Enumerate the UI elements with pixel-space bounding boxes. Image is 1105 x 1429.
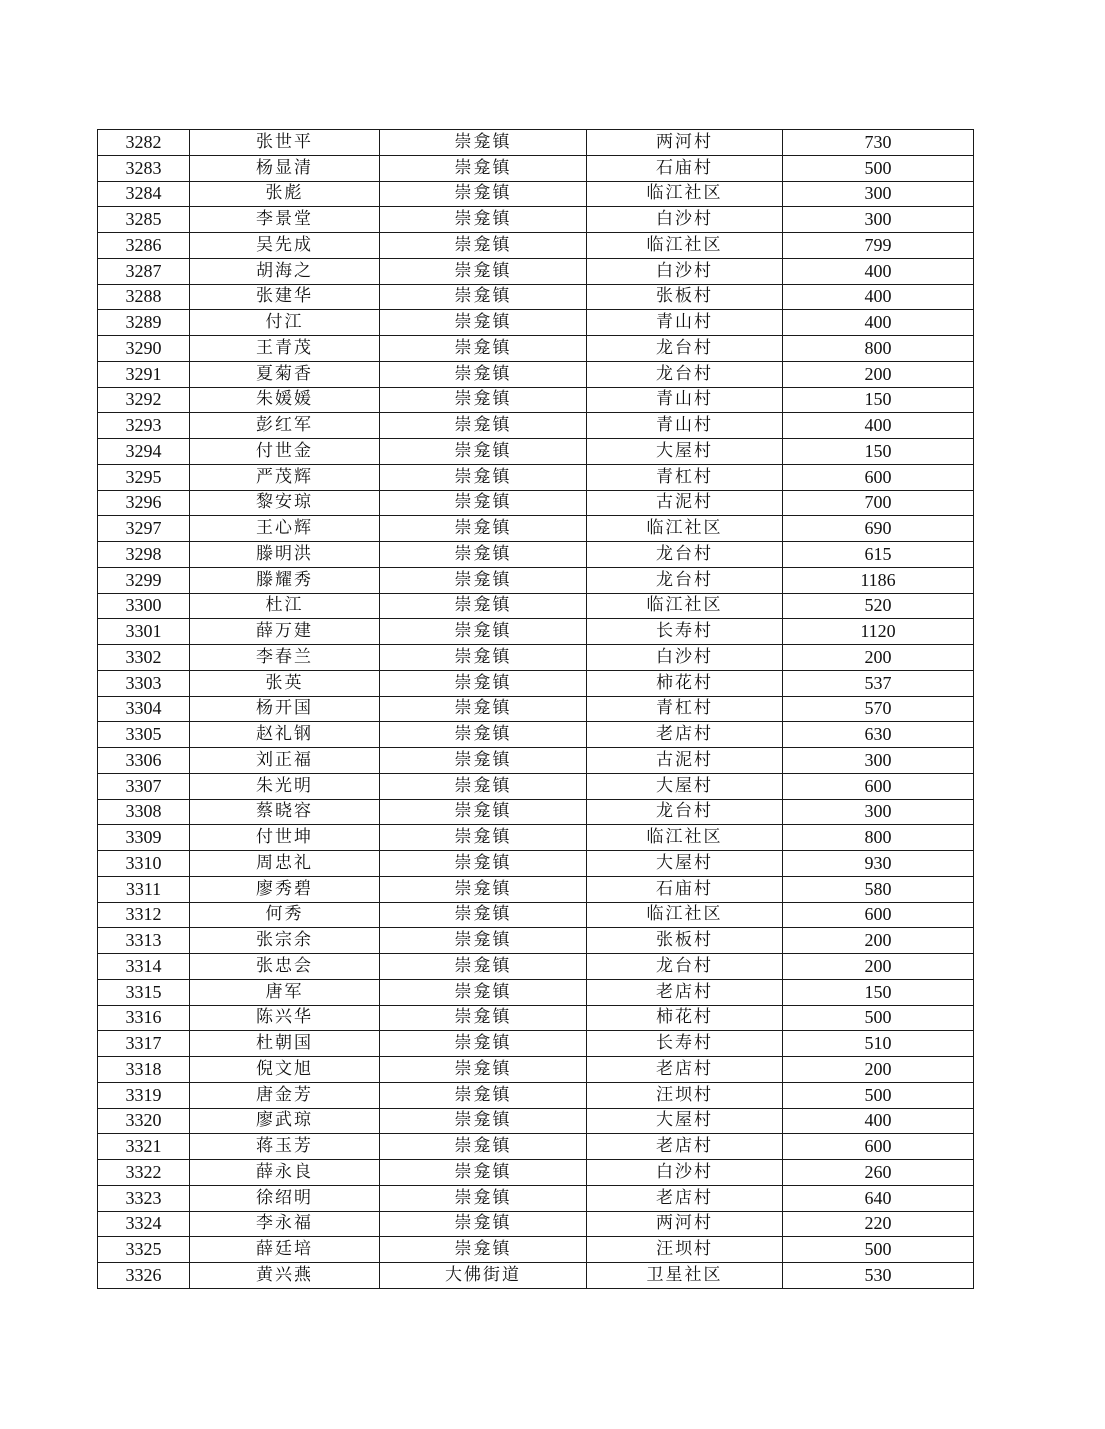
cell-town: 崇龛镇: [380, 1108, 587, 1134]
cell-serial-number: 3291: [98, 361, 190, 387]
table-row: [98, 876, 974, 902]
table-row: [98, 567, 974, 593]
table-row: [98, 619, 974, 645]
cell-amount: 500: [783, 1005, 974, 1031]
cell-person-name: 黄兴燕: [190, 1263, 380, 1289]
cell-village: 青杠村: [587, 696, 783, 722]
cell-town: 崇龛镇: [380, 645, 587, 671]
cell-town: 崇龛镇: [380, 979, 587, 1005]
table-row: [98, 799, 974, 825]
cell-village: 两河村: [587, 130, 783, 156]
cell-town: 崇龛镇: [380, 567, 587, 593]
cell-town: 崇龛镇: [380, 1057, 587, 1083]
cell-town: 崇龛镇: [380, 464, 587, 490]
table-row: [98, 1185, 974, 1211]
table-row: [98, 1057, 974, 1083]
cell-village: 临江社区: [587, 902, 783, 928]
cell-amount: 690: [783, 516, 974, 542]
cell-town: 崇龛镇: [380, 207, 587, 233]
cell-serial-number: 3321: [98, 1134, 190, 1160]
cell-town: 崇龛镇: [380, 542, 587, 568]
cell-village: 卫星社区: [587, 1263, 783, 1289]
cell-person-name: 夏菊香: [190, 361, 380, 387]
cell-person-name: 滕耀秀: [190, 567, 380, 593]
cell-village: 青山村: [587, 310, 783, 336]
table-row: [98, 542, 974, 568]
table-row: [98, 902, 974, 928]
cell-town: 崇龛镇: [380, 696, 587, 722]
cell-town: 崇龛镇: [380, 387, 587, 413]
cell-town: 崇龛镇: [380, 1237, 587, 1263]
cell-village: 老店村: [587, 1134, 783, 1160]
cell-person-name: 薛永良: [190, 1160, 380, 1186]
cell-person-name: 何秀: [190, 902, 380, 928]
table-row: [98, 1108, 974, 1134]
cell-person-name: 黎安琼: [190, 490, 380, 516]
table-row: [98, 464, 974, 490]
table-row: [98, 722, 974, 748]
cell-town: 崇龛镇: [380, 799, 587, 825]
cell-village: 张板村: [587, 928, 783, 954]
table-row: [98, 1134, 974, 1160]
cell-amount: 400: [783, 258, 974, 284]
cell-person-name: 付江: [190, 310, 380, 336]
cell-serial-number: 3297: [98, 516, 190, 542]
cell-person-name: 彭红军: [190, 413, 380, 439]
cell-amount: 200: [783, 954, 974, 980]
cell-amount: 500: [783, 1237, 974, 1263]
cell-serial-number: 3309: [98, 825, 190, 851]
cell-town: 崇龛镇: [380, 233, 587, 259]
cell-town: 崇龛镇: [380, 155, 587, 181]
cell-serial-number: 3312: [98, 902, 190, 928]
cell-person-name: 刘正福: [190, 748, 380, 774]
cell-person-name: 杜朝国: [190, 1031, 380, 1057]
cell-amount: 630: [783, 722, 974, 748]
cell-serial-number: 3299: [98, 567, 190, 593]
cell-village: 大屋村: [587, 1108, 783, 1134]
cell-person-name: 蒋玉芳: [190, 1134, 380, 1160]
cell-serial-number: 3325: [98, 1237, 190, 1263]
cell-serial-number: 3285: [98, 207, 190, 233]
cell-town: 崇龛镇: [380, 928, 587, 954]
cell-serial-number: 3326: [98, 1263, 190, 1289]
cell-amount: 600: [783, 773, 974, 799]
cell-village: 龙台村: [587, 361, 783, 387]
cell-town: 崇龛镇: [380, 670, 587, 696]
cell-amount: 200: [783, 1057, 974, 1083]
cell-town: 崇龛镇: [380, 722, 587, 748]
cell-amount: 537: [783, 670, 974, 696]
cell-serial-number: 3293: [98, 413, 190, 439]
cell-serial-number: 3296: [98, 490, 190, 516]
cell-serial-number: 3323: [98, 1185, 190, 1211]
cell-amount: 1186: [783, 567, 974, 593]
cell-town: 崇龛镇: [380, 130, 587, 156]
table-row: [98, 516, 974, 542]
table-row: [98, 1211, 974, 1237]
cell-town: 崇龛镇: [380, 902, 587, 928]
table-row: [98, 1082, 974, 1108]
table-row: [98, 954, 974, 980]
cell-village: 汪坝村: [587, 1237, 783, 1263]
cell-village: 临江社区: [587, 825, 783, 851]
table-row: [98, 1237, 974, 1263]
table-row: [98, 387, 974, 413]
cell-person-name: 王心辉: [190, 516, 380, 542]
cell-amount: 520: [783, 593, 974, 619]
cell-town: 大佛街道: [380, 1263, 587, 1289]
cell-town: 崇龛镇: [380, 181, 587, 207]
cell-serial-number: 3314: [98, 954, 190, 980]
cell-person-name: 李景堂: [190, 207, 380, 233]
cell-person-name: 王青茂: [190, 336, 380, 362]
cell-town: 崇龛镇: [380, 851, 587, 877]
cell-village: 临江社区: [587, 516, 783, 542]
data-table: [97, 129, 974, 1289]
cell-amount: 800: [783, 336, 974, 362]
cell-serial-number: 3283: [98, 155, 190, 181]
cell-village: 白沙村: [587, 258, 783, 284]
table-row: [98, 130, 974, 156]
cell-amount: 260: [783, 1160, 974, 1186]
cell-amount: 300: [783, 799, 974, 825]
cell-village: 两河村: [587, 1211, 783, 1237]
cell-village: 老店村: [587, 722, 783, 748]
cell-serial-number: 3322: [98, 1160, 190, 1186]
table-row: [98, 181, 974, 207]
cell-serial-number: 3300: [98, 593, 190, 619]
cell-person-name: 周忠礼: [190, 851, 380, 877]
cell-serial-number: 3294: [98, 439, 190, 465]
cell-town: 崇龛镇: [380, 1185, 587, 1211]
cell-amount: 200: [783, 361, 974, 387]
cell-village: 青杠村: [587, 464, 783, 490]
cell-amount: 615: [783, 542, 974, 568]
cell-town: 崇龛镇: [380, 748, 587, 774]
cell-village: 青山村: [587, 387, 783, 413]
cell-town: 崇龛镇: [380, 361, 587, 387]
cell-town: 崇龛镇: [380, 258, 587, 284]
cell-amount: 500: [783, 155, 974, 181]
cell-amount: 570: [783, 696, 974, 722]
cell-town: 崇龛镇: [380, 1134, 587, 1160]
cell-person-name: 张英: [190, 670, 380, 696]
table-row: [98, 233, 974, 259]
cell-town: 崇龛镇: [380, 619, 587, 645]
cell-serial-number: 3317: [98, 1031, 190, 1057]
table-row: [98, 310, 974, 336]
cell-person-name: 滕明洪: [190, 542, 380, 568]
table-row: [98, 361, 974, 387]
cell-person-name: 杨显清: [190, 155, 380, 181]
cell-village: 龙台村: [587, 336, 783, 362]
cell-village: 古泥村: [587, 490, 783, 516]
cell-person-name: 张世平: [190, 130, 380, 156]
cell-serial-number: 3306: [98, 748, 190, 774]
cell-person-name: 徐绍明: [190, 1185, 380, 1211]
table-row: [98, 1160, 974, 1186]
cell-amount: 300: [783, 181, 974, 207]
cell-serial-number: 3310: [98, 851, 190, 877]
cell-town: 崇龛镇: [380, 1160, 587, 1186]
cell-person-name: 付世金: [190, 439, 380, 465]
table-row: [98, 773, 974, 799]
cell-town: 崇龛镇: [380, 1211, 587, 1237]
table-row: [98, 155, 974, 181]
cell-person-name: 朱媛媛: [190, 387, 380, 413]
cell-amount: 930: [783, 851, 974, 877]
cell-village: 龙台村: [587, 799, 783, 825]
cell-person-name: 胡海之: [190, 258, 380, 284]
cell-town: 崇龛镇: [380, 336, 587, 362]
cell-village: 张板村: [587, 284, 783, 310]
cell-person-name: 薛万建: [190, 619, 380, 645]
table-row: [98, 490, 974, 516]
cell-amount: 600: [783, 464, 974, 490]
cell-amount: 400: [783, 1108, 974, 1134]
cell-amount: 799: [783, 233, 974, 259]
table-body: [98, 130, 974, 1289]
cell-town: 崇龛镇: [380, 1005, 587, 1031]
cell-town: 崇龛镇: [380, 954, 587, 980]
cell-serial-number: 3292: [98, 387, 190, 413]
cell-village: 白沙村: [587, 207, 783, 233]
table-row: [98, 1263, 974, 1289]
cell-village: 长寿村: [587, 619, 783, 645]
cell-amount: 220: [783, 1211, 974, 1237]
cell-town: 崇龛镇: [380, 516, 587, 542]
cell-amount: 730: [783, 130, 974, 156]
cell-town: 崇龛镇: [380, 593, 587, 619]
cell-village: 长寿村: [587, 1031, 783, 1057]
cell-serial-number: 3305: [98, 722, 190, 748]
cell-amount: 600: [783, 902, 974, 928]
cell-town: 崇龛镇: [380, 1031, 587, 1057]
cell-village: 柿花村: [587, 670, 783, 696]
cell-amount: 150: [783, 439, 974, 465]
cell-village: 老店村: [587, 1185, 783, 1211]
cell-town: 崇龛镇: [380, 773, 587, 799]
cell-village: 白沙村: [587, 645, 783, 671]
cell-town: 崇龛镇: [380, 490, 587, 516]
cell-serial-number: 3295: [98, 464, 190, 490]
cell-village: 临江社区: [587, 181, 783, 207]
cell-person-name: 廖武琼: [190, 1108, 380, 1134]
cell-person-name: 杜江: [190, 593, 380, 619]
cell-amount: 800: [783, 825, 974, 851]
cell-serial-number: 3319: [98, 1082, 190, 1108]
cell-village: 龙台村: [587, 567, 783, 593]
table-row: [98, 748, 974, 774]
cell-village: 临江社区: [587, 233, 783, 259]
table-row: [98, 439, 974, 465]
cell-serial-number: 3313: [98, 928, 190, 954]
cell-person-name: 张宗余: [190, 928, 380, 954]
cell-serial-number: 3307: [98, 773, 190, 799]
cell-village: 龙台村: [587, 954, 783, 980]
table-row: [98, 207, 974, 233]
cell-village: 龙台村: [587, 542, 783, 568]
table-row: [98, 851, 974, 877]
cell-village: 老店村: [587, 979, 783, 1005]
cell-person-name: 薛廷培: [190, 1237, 380, 1263]
cell-town: 崇龛镇: [380, 413, 587, 439]
cell-amount: 150: [783, 387, 974, 413]
cell-serial-number: 3318: [98, 1057, 190, 1083]
cell-serial-number: 3287: [98, 258, 190, 284]
cell-person-name: 李春兰: [190, 645, 380, 671]
cell-village: 临江社区: [587, 593, 783, 619]
table-row: [98, 645, 974, 671]
cell-person-name: 张忠会: [190, 954, 380, 980]
cell-serial-number: 3282: [98, 130, 190, 156]
cell-serial-number: 3311: [98, 876, 190, 902]
cell-amount: 400: [783, 413, 974, 439]
table-row: [98, 336, 974, 362]
cell-amount: 500: [783, 1082, 974, 1108]
cell-town: 崇龛镇: [380, 310, 587, 336]
table-row: [98, 284, 974, 310]
cell-person-name: 李永福: [190, 1211, 380, 1237]
cell-village: 老店村: [587, 1057, 783, 1083]
cell-amount: 300: [783, 207, 974, 233]
cell-town: 崇龛镇: [380, 825, 587, 851]
cell-person-name: 杨开国: [190, 696, 380, 722]
cell-town: 崇龛镇: [380, 1082, 587, 1108]
cell-serial-number: 3288: [98, 284, 190, 310]
cell-serial-number: 3298: [98, 542, 190, 568]
cell-amount: 510: [783, 1031, 974, 1057]
cell-amount: 200: [783, 928, 974, 954]
table-row: [98, 979, 974, 1005]
cell-person-name: 唐军: [190, 979, 380, 1005]
cell-serial-number: 3303: [98, 670, 190, 696]
cell-town: 崇龛镇: [380, 439, 587, 465]
cell-village: 大屋村: [587, 851, 783, 877]
cell-person-name: 付世坤: [190, 825, 380, 851]
cell-serial-number: 3324: [98, 1211, 190, 1237]
cell-serial-number: 3286: [98, 233, 190, 259]
cell-person-name: 蔡晓容: [190, 799, 380, 825]
cell-person-name: 朱光明: [190, 773, 380, 799]
table-row: [98, 1031, 974, 1057]
cell-village: 大屋村: [587, 773, 783, 799]
table-row: [98, 593, 974, 619]
cell-amount: 200: [783, 645, 974, 671]
cell-person-name: 陈兴华: [190, 1005, 380, 1031]
cell-town: 崇龛镇: [380, 284, 587, 310]
cell-serial-number: 3301: [98, 619, 190, 645]
cell-amount: 530: [783, 1263, 974, 1289]
cell-person-name: 赵礼钢: [190, 722, 380, 748]
cell-village: 青山村: [587, 413, 783, 439]
cell-person-name: 张彪: [190, 181, 380, 207]
cell-village: 白沙村: [587, 1160, 783, 1186]
cell-serial-number: 3304: [98, 696, 190, 722]
cell-village: 古泥村: [587, 748, 783, 774]
cell-serial-number: 3302: [98, 645, 190, 671]
cell-serial-number: 3320: [98, 1108, 190, 1134]
table-row: [98, 696, 974, 722]
cell-amount: 400: [783, 310, 974, 336]
cell-person-name: 唐金芳: [190, 1082, 380, 1108]
table-row: [98, 670, 974, 696]
cell-amount: 300: [783, 748, 974, 774]
cell-person-name: 倪文旭: [190, 1057, 380, 1083]
cell-town: 崇龛镇: [380, 876, 587, 902]
cell-serial-number: 3308: [98, 799, 190, 825]
table-row: [98, 928, 974, 954]
cell-person-name: 吴先成: [190, 233, 380, 259]
cell-village: 石庙村: [587, 876, 783, 902]
cell-serial-number: 3315: [98, 979, 190, 1005]
cell-person-name: 张建华: [190, 284, 380, 310]
table-row: [98, 1005, 974, 1031]
cell-amount: 150: [783, 979, 974, 1005]
cell-amount: 640: [783, 1185, 974, 1211]
table-row: [98, 825, 974, 851]
cell-amount: 1120: [783, 619, 974, 645]
cell-village: 石庙村: [587, 155, 783, 181]
cell-village: 汪坝村: [587, 1082, 783, 1108]
cell-amount: 580: [783, 876, 974, 902]
cell-serial-number: 3316: [98, 1005, 190, 1031]
cell-amount: 700: [783, 490, 974, 516]
cell-serial-number: 3290: [98, 336, 190, 362]
cell-serial-number: 3284: [98, 181, 190, 207]
table-row: [98, 258, 974, 284]
cell-village: 大屋村: [587, 439, 783, 465]
cell-serial-number: 3289: [98, 310, 190, 336]
cell-person-name: 廖秀碧: [190, 876, 380, 902]
cell-person-name: 严茂辉: [190, 464, 380, 490]
cell-village: 柿花村: [587, 1005, 783, 1031]
cell-amount: 400: [783, 284, 974, 310]
cell-amount: 600: [783, 1134, 974, 1160]
table-row: [98, 413, 974, 439]
